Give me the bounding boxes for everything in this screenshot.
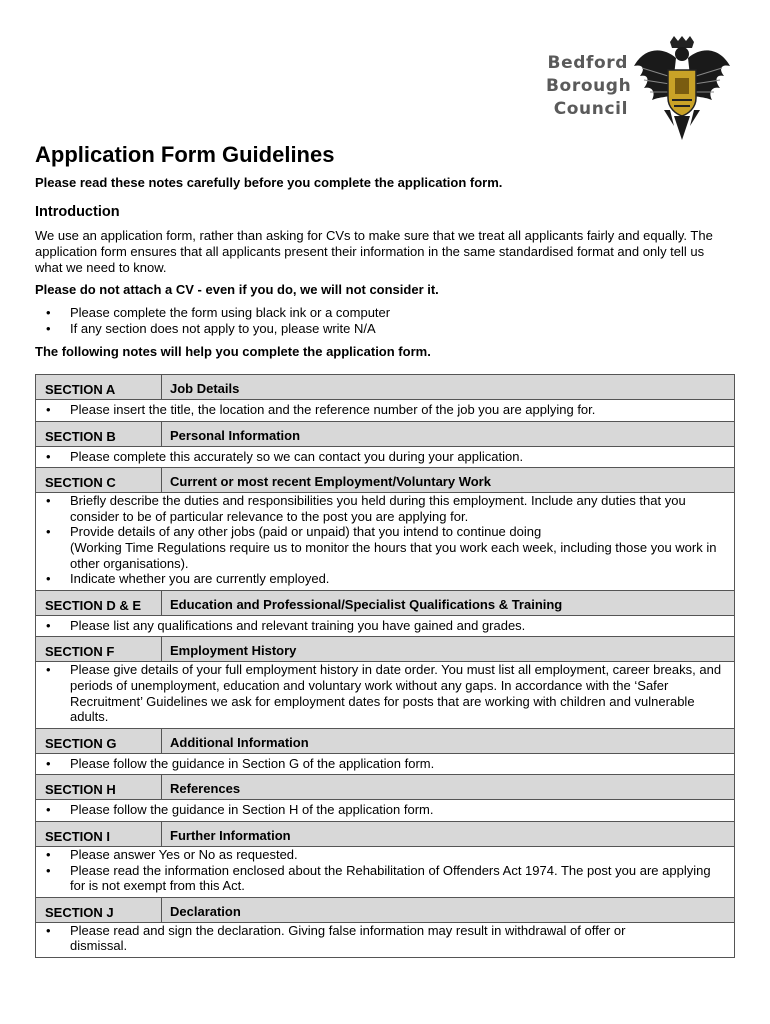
section-header — [36, 375, 734, 400]
section-title: References — [170, 781, 241, 797]
section-body — [36, 800, 734, 822]
list-item: • Briefly describe the duties and responsibilities you held during this employment. Include any duties that you consider to be of particular relevance to the post you are applying for. — [36, 493, 734, 524]
list-item: • Please complete this accurately so we can contact you during your application. — [36, 449, 734, 465]
section-header — [36, 729, 734, 754]
section-code: SECTION F — [36, 637, 162, 661]
section-header — [36, 637, 734, 662]
section-body — [36, 754, 734, 776]
list-item: • Please read and sign the declaration. Giving false information may result in withdrawal of offer or dismissal. — [36, 923, 734, 954]
section-code: SECTION A — [36, 375, 162, 399]
list-item: • Please list any qualifications and relevant training you have gained and grades. — [36, 618, 734, 634]
section-body — [36, 923, 734, 958]
section-body — [36, 616, 734, 638]
list-item: • Please complete the form using black ink or a computer — [35, 305, 390, 321]
list-item: • Please answer Yes or No as requested. — [36, 847, 734, 863]
page-subtitle: Please read these notes carefully before you complete the application form. — [35, 175, 503, 190]
sections-table — [35, 374, 735, 958]
page-title: Application Form Guidelines — [35, 142, 335, 167]
list-item: • Indicate whether you are currently employed. — [36, 571, 734, 587]
section-code: SECTION D & E — [36, 591, 162, 615]
section-title: Further Information — [170, 827, 291, 843]
introduction-heading: Introduction — [35, 204, 120, 220]
list-item: • Provide details of any other jobs (paid or unpaid) that you intend to continue doing — [36, 524, 734, 540]
section-code: SECTION G — [36, 729, 162, 753]
section-body — [36, 847, 734, 898]
section-header — [36, 468, 734, 493]
section-title: Job Details — [170, 381, 240, 396]
list-item: • Please read the information enclosed about the Rehabilitation of Offenders Act 1974. The post you are applying for is not exempt from this Act. — [36, 863, 734, 894]
section-body — [36, 400, 734, 422]
section-code: SECTION I — [36, 822, 162, 846]
list-item: • Please give details of your full employment history in date order. You must list all employment, career breaks, and periods of unemployment, education and voluntary work without any gaps. In accordance with the ‘Safer Recruitment’ Guidelines we ask for employment dates for posts that are working with children and vulnerable adults. — [36, 662, 734, 724]
list-item: (Working Time Regulations require us to monitor the hours that you work each week, including those you work in other organisations). — [70, 539, 717, 571]
section-code: SECTION C — [36, 468, 162, 492]
section-header — [36, 591, 734, 616]
list-item: • Please insert the title, the location and the reference number of the job you are applying for. — [36, 402, 734, 418]
section-code: SECTION H — [36, 775, 162, 799]
section-code: SECTION B — [36, 422, 162, 446]
section-title: Education and Professional/Specialist Qualifications & Training — [170, 596, 563, 612]
section-code: SECTION J — [36, 898, 162, 922]
section-body — [36, 447, 734, 469]
logo-wordmark — [546, 52, 632, 121]
logo-line: Borough — [546, 76, 632, 96]
section-title: Employment History — [170, 643, 297, 659]
logo-line: Bedford — [547, 53, 628, 73]
section-header — [36, 775, 734, 800]
section-body — [36, 662, 734, 728]
section-title: Additional Information — [170, 734, 309, 750]
list-item: • Please follow the guidance in Section G of the application form. — [36, 756, 734, 772]
section-title: Current or most recent Employment/Voluntary Work — [170, 474, 491, 490]
introduction-paragraph: We use an application form, rather than asking for CVs to make sure that we treat all applicants fairly and equally. The application form ensures that all applicants present their information in the same standardised format and only tell us what we need to know. — [35, 228, 713, 275]
section-header — [36, 422, 734, 447]
intro-bullet-list — [35, 305, 390, 337]
list-item: • Please follow the guidance in Section H of the application form. — [36, 802, 734, 818]
section-body — [36, 493, 734, 591]
logo-line: Council — [553, 99, 628, 119]
notes-lead: The following notes will help you complete the application form. — [35, 344, 431, 359]
cv-warning: Please do not attach a CV - even if you do, we will not consider it. — [35, 282, 439, 297]
section-title: Declaration — [170, 903, 241, 919]
list-item: • If any section does not apply to you, please write N/A — [35, 321, 390, 337]
section-header — [36, 822, 734, 847]
section-header — [36, 898, 734, 923]
section-title: Personal Information — [170, 427, 301, 443]
council-logo — [546, 36, 742, 144]
eagle-crest-icon — [632, 36, 732, 144]
